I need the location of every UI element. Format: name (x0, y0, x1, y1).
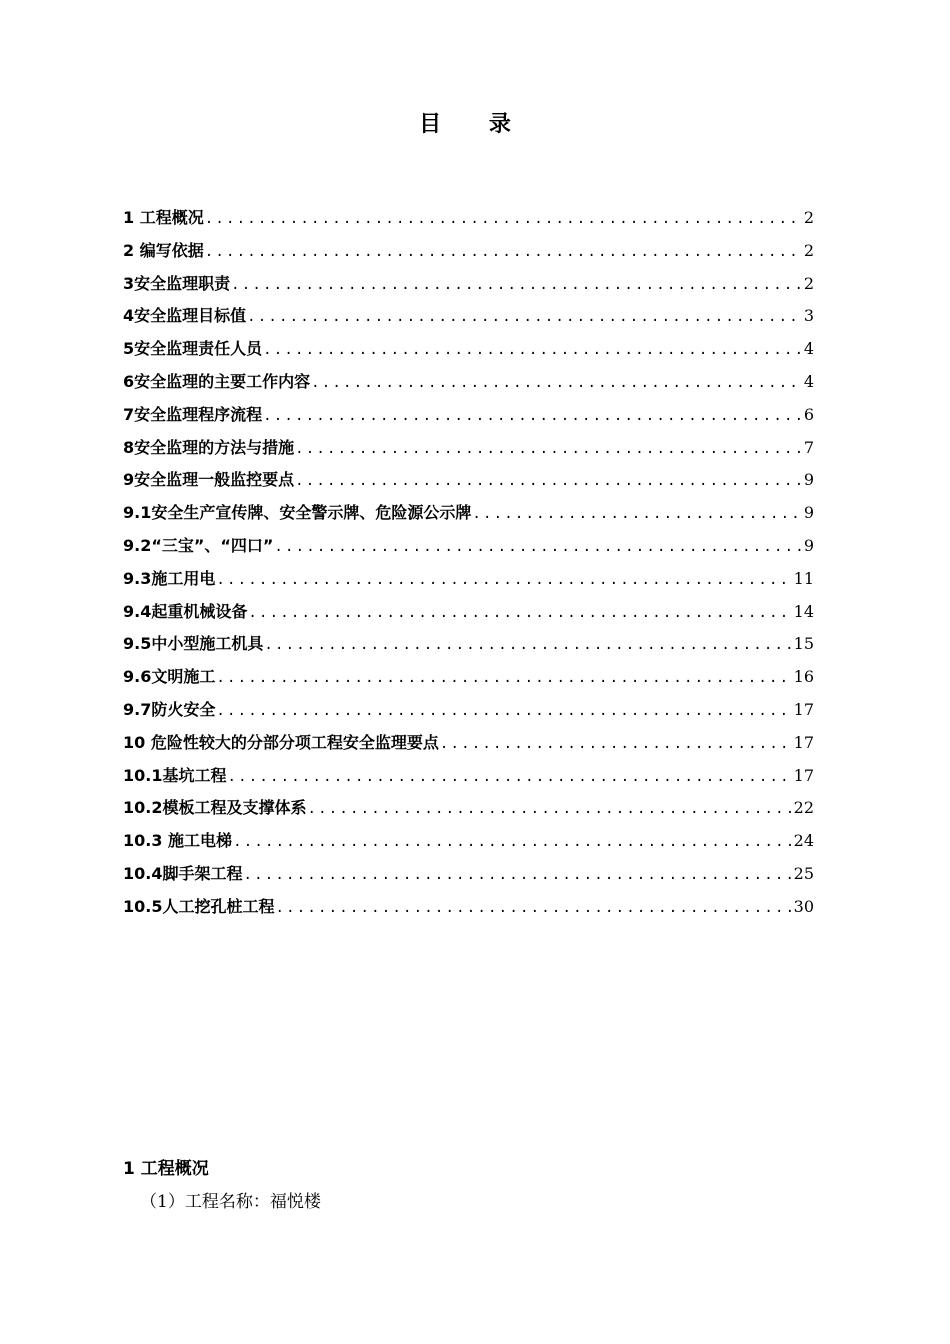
toc-entry-page-number: 16 (793, 667, 814, 687)
toc-entry-label: 8安全监理的方法与措施 (123, 437, 295, 457)
toc-entry[interactable] (123, 400, 814, 433)
toc-entry[interactable] (123, 728, 814, 761)
toc-entry-page-number: 25 (793, 863, 814, 883)
toc-entry[interactable] (123, 892, 814, 925)
toc-entry[interactable] (123, 859, 814, 892)
toc-entry-page-number: 4 (803, 339, 814, 359)
toc-leader-dots (295, 466, 802, 496)
toc-entry-label: 9.2“三宝”、“四口” (123, 535, 274, 555)
toc-leader-dots (231, 270, 802, 300)
toc-entry-page-number: 11 (793, 568, 814, 588)
toc-entry[interactable] (123, 498, 814, 531)
toc-entry[interactable] (123, 269, 814, 302)
toc-entry-page-number: 17 (793, 732, 814, 752)
toc-entry-page-number: 4 (803, 371, 814, 391)
toc-entry[interactable] (123, 826, 814, 859)
toc-entry-page-number: 6 (803, 404, 814, 424)
toc-entry[interactable] (123, 662, 814, 695)
toc-entry[interactable] (123, 367, 814, 400)
toc-leader-dots (233, 827, 792, 857)
toc-entry[interactable] (123, 564, 814, 597)
toc-leader-dots (247, 302, 802, 332)
toc-leader-dots (307, 794, 791, 824)
toc-entry-label: 1 工程概况 (123, 208, 204, 227)
toc-entry-label: 10.5人工挖孔桩工程 (123, 896, 275, 916)
section-paragraph: （1）工程名称：福悦楼 (140, 1192, 321, 1212)
toc-entry[interactable] (123, 597, 814, 630)
toc-entry[interactable] (123, 301, 814, 334)
toc-entry-page-number: 14 (793, 601, 814, 621)
toc-entry-page-number: 3 (803, 306, 814, 326)
toc-entry[interactable] (123, 465, 814, 498)
toc-entry-label: 2 编写依据 (123, 240, 204, 260)
toc-entry[interactable] (123, 433, 814, 466)
toc-entry-page-number: 9 (803, 470, 814, 490)
toc-entry-label: 10.3 施工电梯 (123, 831, 233, 851)
toc-entry-page-number: 15 (793, 634, 814, 654)
toc-entry-page-number: 2 (803, 208, 814, 227)
toc-entry-label: 7安全监理程序流程 (123, 404, 263, 424)
toc-entry-label: 9.5中小型施工机具 (123, 634, 264, 654)
table-of-contents (123, 203, 814, 925)
toc-leader-dots (264, 630, 791, 660)
toc-entry-label: 4安全监理目标值 (123, 306, 247, 326)
toc-entry[interactable] (123, 236, 814, 269)
toc-entry-label: 3安全监理职责 (123, 273, 231, 293)
toc-entry-page-number: 30 (793, 896, 814, 916)
toc-entry-label: 5安全监理责任人员 (123, 339, 263, 359)
toc-entry-label: 9.4起重机械设备 (123, 601, 248, 621)
toc-entry-label: 9安全监理一般监控要点 (123, 470, 295, 490)
toc-leader-dots (440, 729, 792, 759)
toc-entry[interactable] (123, 334, 814, 367)
toc-leader-dots (263, 401, 802, 431)
toc-entry-label: 9.1安全生产宣传牌、安全警示牌、危险源公示牌 (123, 503, 472, 523)
toc-leader-dots (274, 532, 801, 562)
toc-leader-dots (216, 663, 791, 693)
toc-entry-page-number: 24 (793, 831, 814, 851)
toc-leader-dots (472, 499, 801, 529)
toc-entry-label: 6安全监理的主要工作内容 (123, 371, 311, 391)
toc-entry-page-number: 2 (803, 240, 814, 260)
toc-entry[interactable] (123, 793, 814, 826)
toc-entry-label: 9.6文明施工 (123, 667, 216, 687)
toc-entry[interactable] (123, 203, 814, 236)
toc-leader-dots (263, 335, 802, 365)
toc-entry-page-number: 17 (793, 699, 814, 719)
toc-entry-page-number: 9 (803, 535, 814, 555)
toc-entry-page-number: 22 (793, 798, 814, 818)
toc-entry-page-number: 9 (803, 503, 814, 523)
toc-title: 目 录 (419, 112, 531, 137)
toc-leader-dots (216, 696, 791, 726)
toc-entry-label: 10.1基坑工程 (123, 765, 227, 785)
toc-entry-page-number: 7 (803, 437, 814, 457)
toc-leader-dots (295, 434, 802, 464)
toc-entry-label: 9.3施工用电 (123, 568, 216, 588)
toc-entry-label: 10.2模板工程及支撑体系 (123, 798, 307, 818)
toc-leader-dots (216, 565, 791, 595)
toc-entry-label: 10.4脚手架工程 (123, 863, 243, 883)
toc-entry-page-number: 2 (803, 273, 814, 293)
section-heading: 1 工程概况 (123, 1159, 209, 1179)
toc-entry[interactable] (123, 531, 814, 564)
toc-entry-label: 9.7防火安全 (123, 699, 216, 719)
toc-entry[interactable] (123, 695, 814, 728)
toc-leader-dots (248, 598, 791, 628)
toc-leader-dots (243, 860, 791, 890)
toc-leader-dots (275, 893, 791, 923)
toc-entry[interactable] (123, 761, 814, 794)
toc-leader-dots (227, 762, 791, 792)
toc-leader-dots (205, 237, 802, 267)
toc-entry[interactable] (123, 629, 814, 662)
toc-entry-label: 10 危险性较大的分部分项工程安全监理要点 (123, 732, 439, 752)
toc-leader-dots (311, 368, 802, 398)
toc-leader-dots (205, 204, 802, 234)
toc-entry-page-number: 17 (793, 765, 814, 785)
